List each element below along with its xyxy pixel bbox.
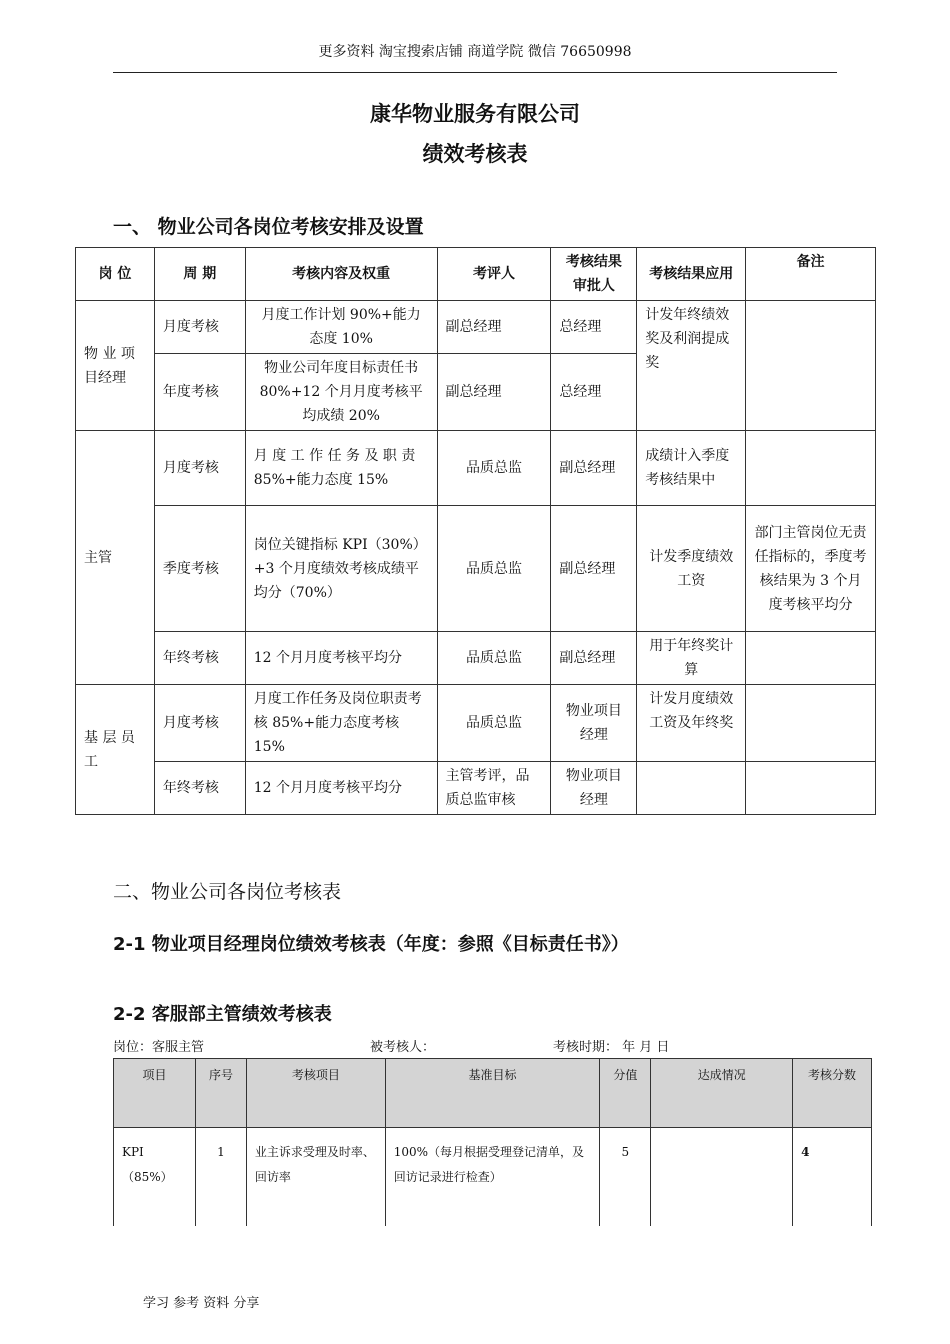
evaluator-cell: 品质总监 [437, 431, 551, 506]
col-header-application: 考核结果应用 [637, 248, 746, 301]
col-header-target: 基准目标 [385, 1059, 600, 1128]
evaluator-cell: 品质总监 [437, 506, 551, 632]
evaluator-cell: 副总经理 [437, 354, 551, 431]
section1-title: 一、 物业公司各岗位考核安排及设置 [113, 216, 424, 238]
col-header-score: 分值 [600, 1059, 651, 1128]
col-header-cycle: 周 期 [154, 248, 245, 301]
role-project-manager: 物 业 项 目经理 [76, 301, 155, 431]
application-cell: 计发月度绩效工资及年终奖 [637, 685, 746, 762]
cycle-cell: 月度考核 [154, 685, 245, 762]
assessment-arrangement-table [75, 247, 876, 815]
document-title: 绩效考核表 [422, 142, 528, 166]
approver-cell: 副总经理 [551, 632, 637, 685]
approver-cell: 总经理 [551, 354, 637, 431]
company-name: 康华物业服务有限公司 [370, 102, 580, 126]
section2-2-title: 2-2 客服部主管绩效考核表 [113, 1004, 332, 1025]
content-cell: 月 度 工 作 任 务 及 职 责 85%+能力态度 15% [245, 431, 437, 506]
application-cell: 计发季度绩效工资 [637, 506, 746, 632]
col-header-item: 项目 [114, 1059, 196, 1128]
meta-period: 考核时期： 年 月 日 [553, 1040, 670, 1055]
kpi-score-cell: 5 [600, 1128, 651, 1227]
content-cell: 岗位关键指标 KPI（30%）+3 个月度绩效考核成绩平均分（70%） [245, 506, 437, 632]
content-cell: 物业公司年度目标责任书 80%+12 个月月度考核平均成绩 20% [245, 354, 437, 431]
kpi-project-cell: 业主诉求受理及时率、回访率 [246, 1128, 385, 1227]
section2-1-title: 2-1 物业项目经理岗位绩效考核表（年度：参照《目标责任书》） [113, 934, 629, 955]
approver-cell: 副总经理 [551, 506, 637, 632]
evaluator-cell: 主管考评，品质总监审核 [437, 762, 551, 815]
col-header-position: 岗 位 [76, 248, 155, 301]
cycle-cell: 月度考核 [154, 301, 245, 354]
approver-cell: 物业项目经理 [551, 762, 637, 815]
application-cell: 成绩计入季度考核结果中 [637, 431, 746, 506]
page-header: 更多资料 淘宝搜索店铺 商道学院 微信 76650998 [318, 44, 632, 60]
note-cell: 部门主管岗位无责任指标的，季度考核结果为 3 个月度考核平均分 [746, 506, 876, 632]
content-cell: 12 个月月度考核平均分 [245, 762, 437, 815]
col-header-project: 考核项目 [246, 1059, 385, 1128]
col-header-no: 序号 [195, 1059, 246, 1128]
evaluator-cell: 副总经理 [437, 301, 551, 354]
application-cell: 用于年终奖计算 [637, 632, 746, 685]
kpi-result-cell: 4 [793, 1128, 872, 1227]
content-cell: 12 个月月度考核平均分 [245, 632, 437, 685]
col-header-result: 考核分数 [793, 1059, 872, 1128]
meta-assessee: 被考核人： [370, 1040, 436, 1055]
content-cell: 月度工作计划 90%+能力 态度 10% [245, 301, 437, 354]
approver-cell: 总经理 [551, 301, 637, 354]
note-cell [746, 762, 876, 815]
kpi-no-cell: 1 [195, 1128, 246, 1227]
kpi-item-cell: KPI（85%） [114, 1128, 196, 1227]
section2-title: 二、物业公司各岗位考核表 [113, 881, 342, 903]
approver-cell: 物业项目经理 [551, 685, 637, 762]
note-cell [746, 685, 876, 762]
col-header-evaluator: 考评人 [437, 248, 551, 301]
evaluator-cell: 品质总监 [437, 632, 551, 685]
application-cell: 计发年终绩效奖及利润提成奖 [637, 301, 746, 431]
role-staff: 基 层 员 工 [76, 685, 155, 815]
header-divider [113, 72, 837, 73]
role-supervisor: 主管 [76, 431, 155, 685]
cycle-cell: 季度考核 [154, 506, 245, 632]
evaluator-cell: 品质总监 [437, 685, 551, 762]
cycle-cell: 年度考核 [154, 354, 245, 431]
application-cell [637, 762, 746, 815]
cycle-cell: 月度考核 [154, 431, 245, 506]
approver-cell: 副总经理 [551, 431, 637, 506]
col-header-content: 考核内容及权重 [245, 248, 437, 301]
cycle-cell: 年终考核 [154, 632, 245, 685]
col-header-note: 备注 [746, 248, 876, 301]
meta-position: 岗位：客服主管 [113, 1040, 205, 1055]
note-cell [746, 301, 876, 431]
col-header-achieved: 达成情况 [651, 1059, 793, 1128]
note-cell [746, 632, 876, 685]
content-cell: 月度工作任务及岗位职责考核 85%+能力态度考核 15% [245, 685, 437, 762]
note-cell [746, 431, 876, 506]
cycle-cell: 年终考核 [154, 762, 245, 815]
supervisor-kpi-table [113, 1058, 872, 1226]
page-footer: 学习 参考 资料 分享 [143, 1296, 260, 1311]
kpi-achieved-cell [651, 1128, 793, 1227]
kpi-target-cell: 100%（每月根据受理登记清单，及回访记录进行检查） [385, 1128, 600, 1227]
col-header-approver: 考核结果审批人 [551, 248, 637, 301]
